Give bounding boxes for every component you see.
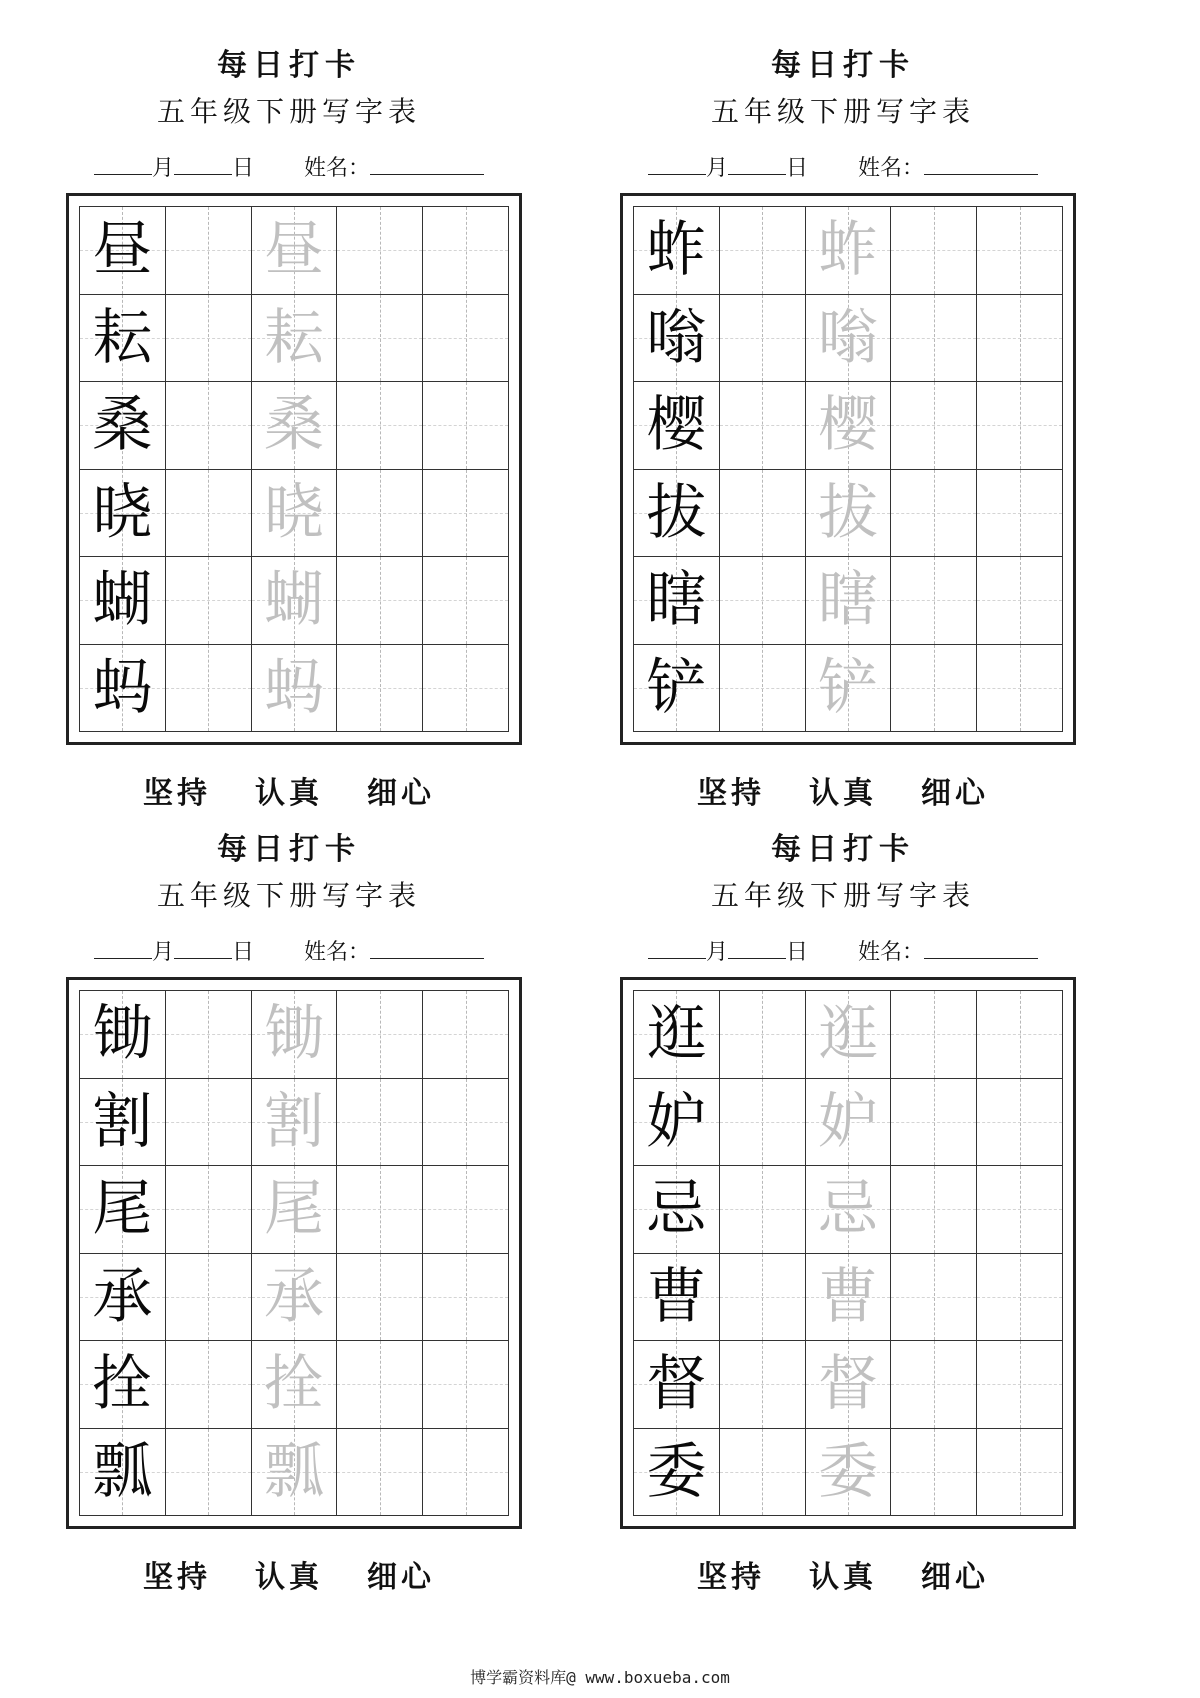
motto-word: 细心 [367,1560,435,1595]
grid-row [80,382,509,470]
trace-cell [252,1254,338,1342]
writing-cell[interactable] [166,382,252,470]
trace-cell [806,1341,892,1429]
writing-cell[interactable] [337,1429,423,1517]
day-label: 日 [232,156,255,181]
trace-cell [806,382,892,470]
sheet-subtitle: 五年级下册写字表 [710,879,975,912]
trace-character: 督 [817,1349,878,1420]
motto-word: 细心 [921,776,989,811]
model-cell [634,1429,720,1517]
name-blank[interactable] [924,934,1038,959]
trace-cell [252,1341,338,1429]
writing-cell[interactable] [166,1079,252,1167]
writing-cell[interactable] [891,1341,977,1429]
model-cell [634,1166,720,1254]
trace-character: 嗡 [817,302,878,373]
trace-cell [806,207,892,295]
writing-cell[interactable] [891,991,977,1079]
model-cell [80,207,166,295]
writing-cell[interactable] [891,645,977,733]
model-character: 蚂 [92,652,153,723]
trace-character: 逛 [817,999,878,1070]
grid-row [634,1079,1063,1167]
writing-cell[interactable] [337,991,423,1079]
writing-cell[interactable] [720,1429,806,1517]
name-blank[interactable] [370,150,484,175]
grid-row [634,295,1063,383]
writing-cell[interactable] [891,1254,977,1342]
model-character: 嗡 [646,302,707,373]
writing-cell[interactable] [891,557,977,645]
model-character: 逛 [646,999,707,1070]
motto-word: 认真 [255,1560,323,1595]
model-cell [80,470,166,558]
grid-row [634,645,1063,733]
name-blank[interactable] [924,150,1038,175]
trace-cell [806,470,892,558]
model-cell [634,382,720,470]
trace-character: 晓 [263,477,324,548]
writing-cell[interactable] [720,470,806,558]
motto-word: 认真 [809,776,877,811]
date-name-row [94,934,534,968]
trace-character: 曹 [817,1261,878,1332]
grid-row [80,557,509,645]
name-label: 姓名： [858,156,925,181]
day-blank[interactable] [174,150,232,175]
writing-cell[interactable] [423,1429,509,1517]
name-blank[interactable] [370,934,484,959]
trace-character: 拔 [817,477,878,548]
grid-row [634,991,1063,1079]
grid-row [80,1079,509,1167]
writing-cell[interactable] [891,1079,977,1167]
writing-cell[interactable] [977,991,1063,1079]
model-character: 忌 [646,1174,707,1245]
day-blank[interactable] [728,150,786,175]
trace-character: 铲 [817,652,878,723]
trace-cell [252,470,338,558]
writing-cell[interactable] [166,645,252,733]
grid-row [80,1429,509,1517]
model-cell [80,1341,166,1429]
day-blank[interactable] [174,934,232,959]
model-cell [80,1254,166,1342]
grid-row [634,207,1063,295]
trace-cell [806,557,892,645]
name-label: 姓名： [858,940,925,965]
grid-row [634,1166,1063,1254]
practice-sheet [58,784,520,1595]
sheet-title: 每日打卡 [771,832,915,867]
grid-row [80,991,509,1079]
writing-cell[interactable] [720,1254,806,1342]
trace-character: 尾 [263,1174,324,1245]
model-cell [634,207,720,295]
trace-cell [252,382,338,470]
trace-cell [252,1429,338,1517]
writing-cell[interactable] [720,207,806,295]
writing-cell[interactable] [977,382,1063,470]
model-cell [634,1254,720,1342]
month-blank[interactable] [648,150,706,175]
trace-character: 拴 [263,1349,324,1420]
model-cell [80,382,166,470]
sheet-subtitle: 五年级下册写字表 [710,95,975,128]
motto-word: 坚持 [143,1560,211,1595]
grid-frame [66,193,522,745]
model-character: 委 [646,1436,707,1507]
writing-cell[interactable] [720,557,806,645]
writing-cell[interactable] [720,645,806,733]
writing-cell[interactable] [166,557,252,645]
trace-cell [806,991,892,1079]
grid-frame [620,977,1076,1529]
trace-character: 割 [263,1086,324,1157]
sheet-title: 每日打卡 [217,832,361,867]
grid-row [80,1166,509,1254]
writing-grid [633,990,1063,1516]
writing-cell[interactable] [166,1341,252,1429]
writing-cell[interactable] [977,1429,1063,1517]
grid-row [634,382,1063,470]
motto-word: 认真 [255,776,323,811]
date-name-row [648,150,1088,184]
grid-row [634,1341,1063,1429]
writing-cell[interactable] [977,1254,1063,1342]
model-cell [634,1341,720,1429]
writing-cell[interactable] [423,991,509,1079]
writing-cell[interactable] [337,1341,423,1429]
writing-cell[interactable] [720,1166,806,1254]
writing-cell[interactable] [337,645,423,733]
motto-word: 细心 [367,776,435,811]
trace-character: 昼 [263,215,324,286]
month-blank[interactable] [94,150,152,175]
model-character: 尾 [92,1174,153,1245]
name-label: 姓名： [304,156,371,181]
trace-cell [806,1079,892,1167]
writing-cell[interactable] [337,557,423,645]
trace-character: 瞎 [817,565,878,636]
writing-cell[interactable] [720,382,806,470]
writing-grid [79,990,509,1516]
trace-cell [252,991,338,1079]
practice-sheet [612,0,1074,811]
trace-character: 樱 [817,390,878,461]
trace-character: 瓢 [263,1436,324,1507]
trace-character: 承 [263,1261,324,1332]
name-label: 姓名： [304,940,371,965]
month-label: 月 [152,940,175,965]
trace-cell [806,295,892,383]
sheet-subtitle: 五年级下册写字表 [156,879,421,912]
model-character: 樱 [646,390,707,461]
model-cell [634,557,720,645]
writing-cell[interactable] [891,295,977,383]
writing-cell[interactable] [337,295,423,383]
trace-character: 耘 [263,302,324,373]
grid-row [80,1341,509,1429]
model-cell [634,295,720,383]
trace-character: 蝴 [263,565,324,636]
trace-cell [806,1254,892,1342]
trace-character: 妒 [817,1086,878,1157]
sheet-title: 每日打卡 [771,48,915,83]
writing-cell[interactable] [337,207,423,295]
writing-cell[interactable] [423,645,509,733]
month-label: 月 [152,156,175,181]
trace-character: 委 [817,1436,878,1507]
model-character: 拴 [92,1349,153,1420]
trace-character: 蚂 [263,652,324,723]
writing-cell[interactable] [977,470,1063,558]
model-character: 曹 [646,1261,707,1332]
writing-cell[interactable] [423,382,509,470]
model-character: 妒 [646,1086,707,1157]
writing-cell[interactable] [423,557,509,645]
writing-cell[interactable] [977,1341,1063,1429]
writing-cell[interactable] [977,557,1063,645]
model-cell [80,295,166,383]
sheet-subtitle: 五年级下册写字表 [156,95,421,128]
model-cell [634,645,720,733]
trace-cell [252,557,338,645]
trace-cell [252,645,338,733]
writing-grid [633,206,1063,732]
writing-cell[interactable] [977,1166,1063,1254]
model-cell [80,1166,166,1254]
model-character: 昼 [92,215,153,286]
grid-row [80,1254,509,1342]
model-character: 瞎 [646,565,707,636]
model-character: 承 [92,1261,153,1332]
writing-cell[interactable] [166,1166,252,1254]
grid-row [80,645,509,733]
writing-cell[interactable] [166,207,252,295]
model-cell [634,1079,720,1167]
model-character: 瓢 [92,1436,153,1507]
writing-cell[interactable] [423,1341,509,1429]
trace-cell [806,1166,892,1254]
motto-word: 认真 [809,1560,877,1595]
day-label: 日 [786,940,809,965]
writing-cell[interactable] [337,1079,423,1167]
sheet-title: 每日打卡 [217,48,361,83]
writing-cell[interactable] [891,382,977,470]
model-cell [80,645,166,733]
trace-character: 忌 [817,1174,878,1245]
motto-word: 细心 [921,1560,989,1595]
model-character: 蚱 [646,215,707,286]
writing-cell[interactable] [720,1341,806,1429]
grid-frame [66,977,522,1529]
writing-cell[interactable] [166,295,252,383]
writing-cell[interactable] [720,991,806,1079]
writing-cell[interactable] [337,1166,423,1254]
footer-watermark: 博学霸资料库@ www.boxueba.com [470,1668,730,1687]
model-character: 桑 [92,390,153,461]
motto-word: 坚持 [697,1560,765,1595]
grid-row [80,207,509,295]
writing-cell[interactable] [891,470,977,558]
grid-row [634,557,1063,645]
writing-cell[interactable] [423,1254,509,1342]
model-cell [80,1079,166,1167]
practice-sheet [612,784,1074,1595]
motto-row [58,1552,520,1596]
trace-cell [252,207,338,295]
writing-cell[interactable] [166,470,252,558]
writing-cell[interactable] [166,1429,252,1517]
writing-cell[interactable] [720,1079,806,1167]
model-character: 锄 [92,999,153,1070]
day-blank[interactable] [728,934,786,959]
trace-character: 桑 [263,390,324,461]
month-label: 月 [706,156,729,181]
model-cell [634,470,720,558]
writing-cell[interactable] [423,470,509,558]
writing-cell[interactable] [720,295,806,383]
motto-row [612,1552,1074,1596]
writing-cell[interactable] [423,1079,509,1167]
writing-cell[interactable] [337,382,423,470]
writing-cell[interactable] [977,207,1063,295]
trace-character: 蚱 [817,215,878,286]
grid-row [634,470,1063,558]
model-cell [80,991,166,1079]
model-character: 督 [646,1349,707,1420]
trace-cell [806,1429,892,1517]
trace-cell [806,645,892,733]
motto-word: 坚持 [143,776,211,811]
model-character: 蝴 [92,565,153,636]
writing-cell[interactable] [977,645,1063,733]
month-blank[interactable] [648,934,706,959]
model-character: 割 [92,1086,153,1157]
grid-row [80,295,509,383]
writing-cell[interactable] [977,295,1063,383]
writing-cell[interactable] [891,1429,977,1517]
model-character: 耘 [92,302,153,373]
trace-cell [252,1166,338,1254]
writing-cell[interactable] [891,1166,977,1254]
writing-cell[interactable] [166,991,252,1079]
model-cell [80,1429,166,1517]
day-label: 日 [232,940,255,965]
trace-character: 锄 [263,999,324,1070]
month-label: 月 [706,940,729,965]
month-blank[interactable] [94,934,152,959]
practice-sheet [58,0,520,811]
grid-row [80,470,509,558]
writing-cell[interactable] [423,1166,509,1254]
writing-cell[interactable] [977,1079,1063,1167]
model-cell [634,991,720,1079]
motto-word: 坚持 [697,776,765,811]
trace-cell [252,1079,338,1167]
writing-cell[interactable] [423,295,509,383]
date-name-row [648,934,1088,968]
grid-frame [620,193,1076,745]
grid-row [634,1254,1063,1342]
writing-cell[interactable] [337,470,423,558]
model-cell [80,557,166,645]
writing-cell[interactable] [166,1254,252,1342]
model-character: 晓 [92,477,153,548]
date-name-row [94,150,534,184]
model-character: 铲 [646,652,707,723]
day-label: 日 [786,156,809,181]
writing-cell[interactable] [891,207,977,295]
writing-grid [79,206,509,732]
writing-cell[interactable] [337,1254,423,1342]
grid-row [634,1429,1063,1517]
writing-cell[interactable] [423,207,509,295]
trace-cell [252,295,338,383]
model-character: 拔 [646,477,707,548]
